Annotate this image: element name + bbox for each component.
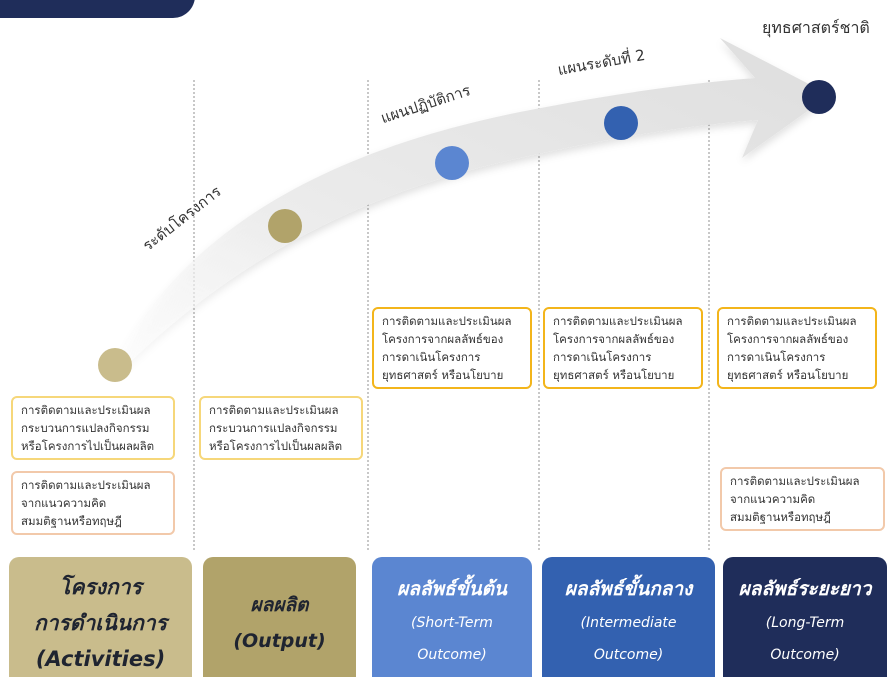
activities-process-box (11, 396, 175, 460)
activities-theory-box (11, 471, 175, 535)
box-line: โครงการจากผลลัพธ์ของ (382, 332, 504, 346)
panel-title: ผลลัพธ์ขั้นต้น (397, 578, 507, 600)
panel-subtitle: (Output) (233, 630, 326, 652)
box-line: สมมติฐานหรือทฤษฎี (21, 514, 122, 528)
long-term-theory-box (720, 467, 885, 531)
box-line: การติดตามและประเมินผล (21, 478, 151, 492)
box-line: สมมติฐานหรือทฤษฎี (730, 510, 831, 524)
short-term-dot (435, 146, 469, 180)
panel-title: ผลผลิต (250, 594, 309, 616)
box-line: จากแนวความคิด (21, 496, 107, 510)
action-plan-label: แผนปฏิบัติการ (378, 81, 473, 128)
box-line: กระบวนการแปลงกิจกรรม (21, 421, 150, 435)
panel-subtitle: (Short-Term (411, 615, 493, 631)
panel-subtitle: (Intermediate (580, 615, 677, 631)
long-term-panel (723, 557, 887, 677)
box-line: หรือโครงการไปเป็นผลผลิต (209, 439, 343, 453)
long-term-outcome-box (717, 307, 877, 389)
box-line: หรือโครงการไปเป็นผลผลิต (21, 439, 155, 453)
long-term-dot (802, 80, 836, 114)
panel-title: ผลลัพธ์ขั้นกลาง (564, 578, 693, 600)
box-line: การติดตามและประเมินผล (382, 314, 512, 328)
panel-subtitle: (Activities) (35, 647, 166, 671)
box-line: การติดตามและประเมินผล (209, 403, 339, 417)
output-panel (203, 557, 356, 677)
box-line: การติดตามและประเมินผล (727, 314, 857, 328)
output-dot (268, 209, 302, 243)
intermediate-dot (604, 106, 638, 140)
box-line: ยุทธศาสตร์ หรือนโยบาย (382, 368, 504, 382)
panel-title: ผลลัพธ์ระยะยาว (738, 578, 872, 600)
short-term-panel (372, 557, 532, 677)
panel-subtitle: Outcome) (593, 647, 664, 663)
output-process-box (199, 396, 363, 460)
panel-subtitle: Outcome) (417, 647, 487, 663)
panel-subtitle: Outcome) (770, 647, 840, 663)
activities-panel (9, 557, 192, 677)
box-line: กระบวนการแปลงกิจกรรม (209, 421, 338, 435)
box-line: โครงการจากผลลัพธ์ของ (553, 332, 675, 346)
plan-level-2-label: แผนระดับที่ 2 (556, 45, 647, 80)
project-level-label: ระดับโครงการ (139, 182, 225, 255)
box-line: จากแนวความคิด (730, 492, 816, 506)
box-line: การติดตามและประเมินผล (21, 403, 151, 417)
panel-title: โครงการ (59, 575, 142, 599)
box-line: การติดตามและประเมินผล (730, 474, 860, 488)
panel-title: การดำเนินการ (34, 611, 167, 635)
short-term-outcome-box (372, 307, 532, 389)
intermediate-panel (542, 557, 715, 677)
box-line: การดาเนินโครงการ (553, 350, 652, 364)
box-line: การดาเนินโครงการ (382, 350, 481, 364)
box-line: การติดตามและประเมินผล (553, 314, 683, 328)
box-line: ยุทธศาสตร์ หรือนโยบาย (727, 368, 849, 382)
intermediate-outcome-box (543, 307, 703, 389)
activities-dot (98, 348, 132, 382)
box-line: ยุทธศาสตร์ หรือนโยบาย (553, 368, 675, 382)
panel-subtitle: (Long-Term (765, 615, 845, 631)
national-strategy-label: ยุทธศาสตร์ชาติ (762, 18, 870, 37)
box-line: โครงการจากผลลัพธ์ของ (727, 332, 849, 346)
box-line: การดาเนินโครงการ (727, 350, 826, 364)
